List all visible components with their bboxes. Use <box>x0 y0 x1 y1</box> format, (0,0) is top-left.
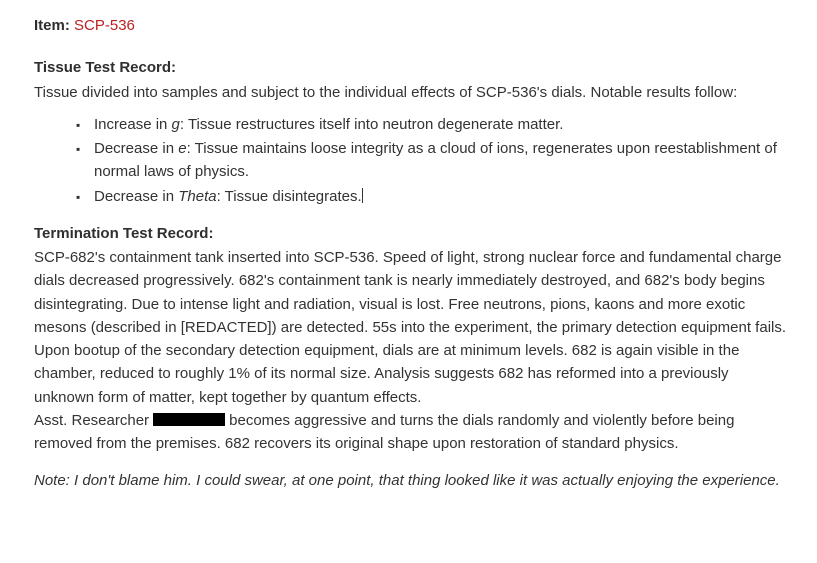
section-tissue-test-record <box>34 56 791 208</box>
bullet-prefix: Decrease in <box>94 140 179 157</box>
redacted-after-text: becomes aggressive and turns the dials randomly and violently before being removed from the premises. 682 recovers its original shape upon restoration of standard physics. <box>34 411 735 452</box>
redacted-before-text: Asst. Researcher <box>34 411 154 429</box>
text-cursor <box>362 188 363 203</box>
bullet-italic-term: Theta <box>178 187 217 205</box>
list-item <box>76 185 791 208</box>
bullet-suffix: : Tissue disintegrates. <box>216 187 362 205</box>
bullet-prefix: Increase in <box>94 115 172 133</box>
closing-note: Note: I don't blame him. I could swear, at one point, that thing looked like it was actually enjoying the experience. <box>34 472 780 490</box>
item-link-scp-536[interactable]: SCP-536 <box>74 17 135 34</box>
bullet-suffix: : Tissue restructures itself into neutron degenerate matter. <box>179 115 564 133</box>
section-termination-test-record <box>34 222 791 456</box>
item-label: Item: <box>34 17 70 34</box>
redacted-name-block <box>153 413 225 426</box>
bullet-square-icon: ▪ <box>76 189 81 204</box>
list-item <box>76 137 791 184</box>
termination-paragraph-1: SCP-682's containment tank inserted into SCP-536. Speed of light, strong nuclear force and fundamental charge dials decreased progressively. 682's containment tank is nearly immediately destroyed, and 682's body begins disintegrating. Due to intense light and radiation, visual is lost. Free neutrons, pions, kaons and more exotic mesons (described in [REDACTED]) are detected. 55s into the experiment, the primary detection equipment fails. <box>34 249 787 336</box>
termination-paragraph-2: Upon bootup of the secondary detection equipment, dials are at minimum levels. 682 is again visible in the chamber, reduced to roughly 1% of its normal size. Analysis suggests 682 has reformed into a previously unknown form of matter, kept together by quantum effects. <box>34 342 740 406</box>
bullet-square-icon: ▪ <box>76 142 81 156</box>
list-item <box>76 113 791 136</box>
tissue-test-record-heading: Tissue Test Record: <box>34 59 176 77</box>
bullet-italic-term: g <box>171 115 180 133</box>
tissue-results-list <box>34 113 791 208</box>
bullet-square-icon: ▪ <box>76 117 81 132</box>
bullet-italic-term: e <box>178 140 187 157</box>
bullet-suffix: : Tissue maintains loose integrity as a cloud of ions, regenerates upon reestablishment of normal laws of physics. <box>94 140 777 181</box>
bullet-prefix: Decrease in <box>94 187 179 205</box>
termination-paragraph-redacted <box>34 409 791 456</box>
termination-test-record-heading: Termination Test Record: <box>34 224 214 242</box>
tissue-test-record-intro: Tissue divided into samples and subject to the individual effects of SCP-536's dials. Notable results follow: <box>34 83 738 101</box>
item-line <box>34 14 791 37</box>
